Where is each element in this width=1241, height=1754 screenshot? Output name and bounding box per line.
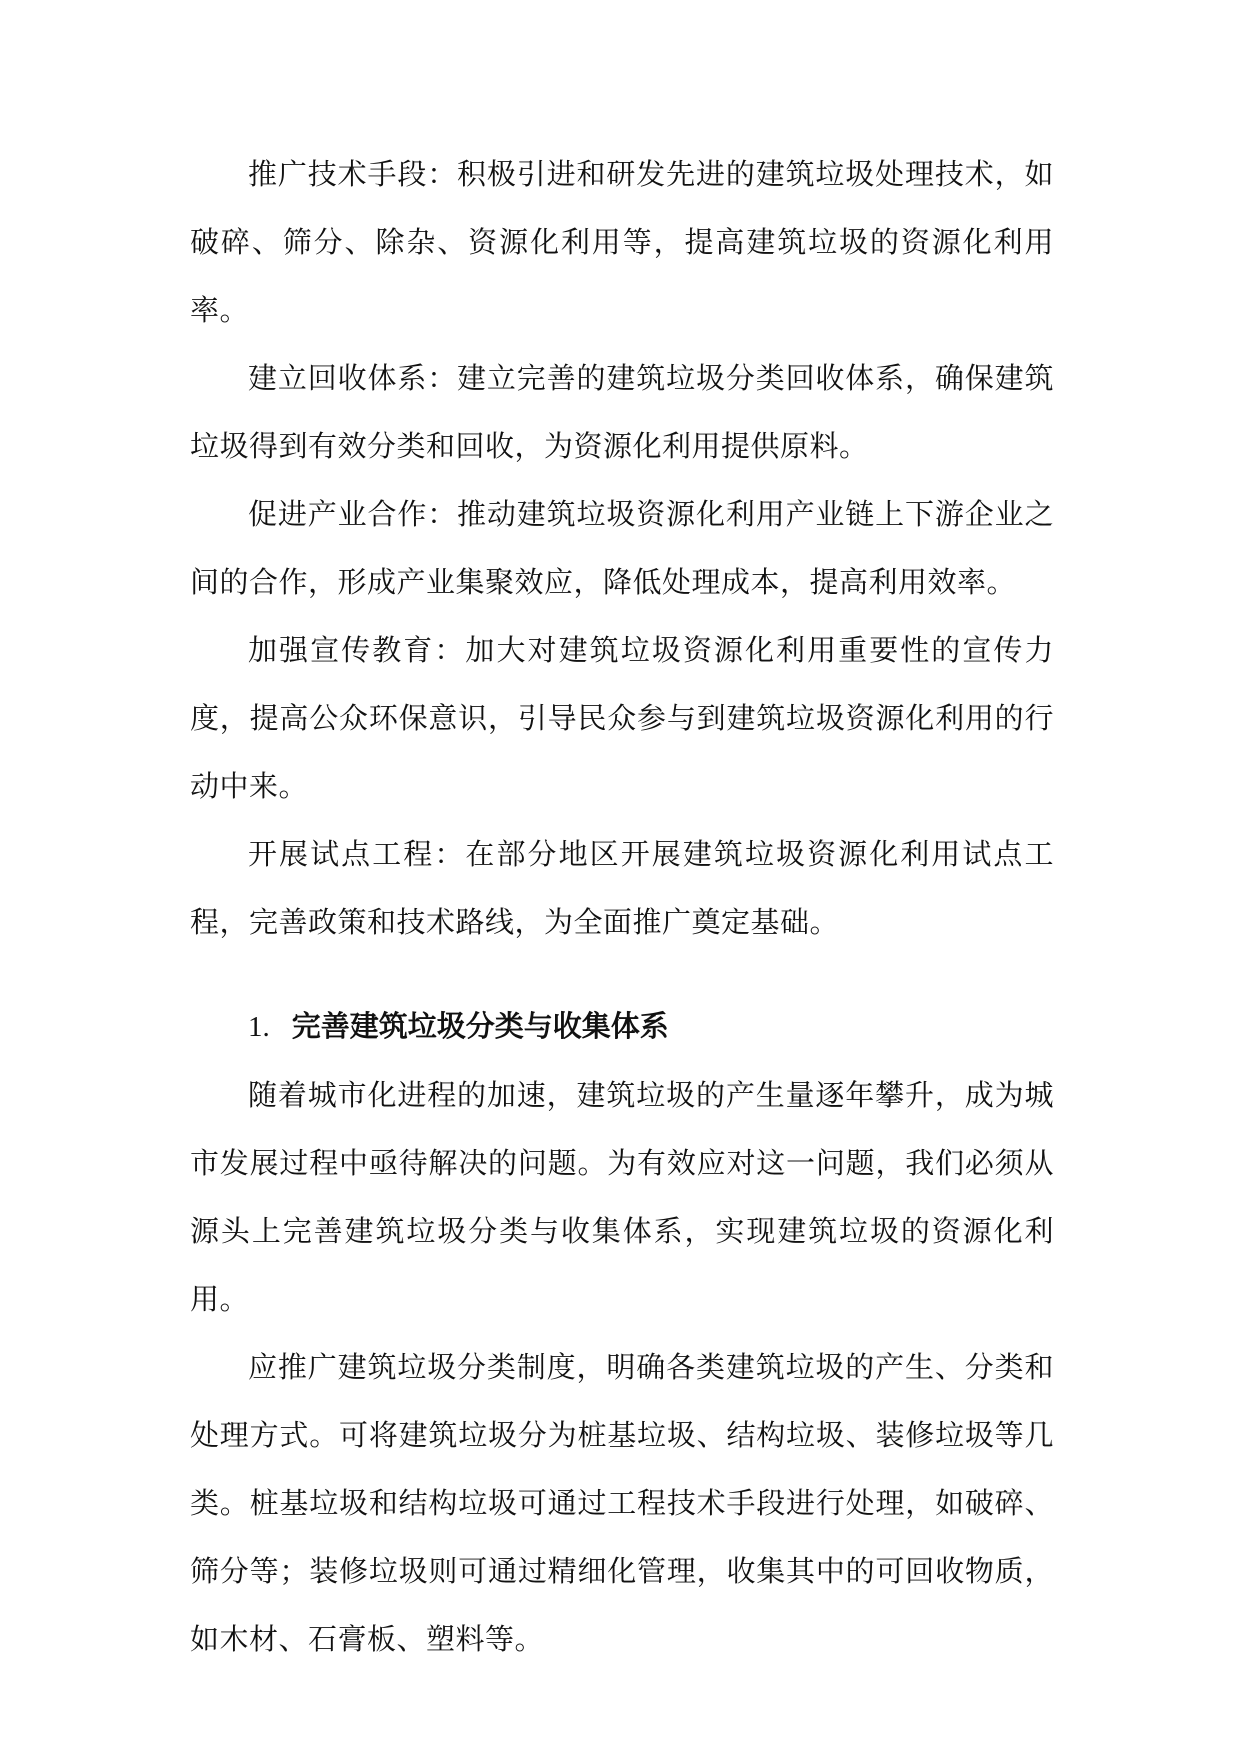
paragraph-publicity-education: 加强宣传教育：加大对建筑垃圾资源化利用重要性的宣传力度，提高公众环保意识，引导民众参与到建筑垃圾资源化利用的行动中来。	[190, 633, 1054, 803]
document-body	[190, 140, 1054, 1673]
section-heading	[190, 992, 1054, 1061]
paragraph-classification-system: 应推广建筑垃圾分类制度，明确各类建筑垃圾的产生、分类和处理方式。可将建筑垃圾分为桩基垃圾、结构垃圾、装修垃圾等几类。桩基垃圾和结构垃圾可通过工程技术手段进行处理，如破碎、筛分等；装修垃圾则可通过精细化管理，收集其中的可回收物质，如木材、石膏板、塑料等。	[190, 1350, 1054, 1656]
paragraph-pilot-projects: 开展试点工程：在部分地区开展建筑垃圾资源化利用试点工程，完善政策和技术路线，为全面推广奠定基础。	[190, 837, 1054, 939]
section-number: 1.	[248, 1011, 270, 1043]
paragraph-urbanization: 随着城市化进程的加速，建筑垃圾的产生量逐年攀升，成为城市发展过程中亟待解决的问题。为有效应对这一问题，我们必须从源头上完善建筑垃圾分类与收集体系，实现建筑垃圾的资源化利用。	[190, 1078, 1054, 1316]
section-title: 完善建筑垃圾分类与收集体系	[291, 1009, 669, 1043]
paragraph-recycling-system: 建立回收体系：建立完善的建筑垃圾分类回收体系，确保建筑垃圾得到有效分类和回收，为资源化利用提供原料。	[190, 361, 1054, 463]
paragraph-industry-cooperation: 促进产业合作：推动建筑垃圾资源化利用产业链上下游企业之间的合作，形成产业集聚效应，降低处理成本，提高利用效率。	[190, 497, 1054, 599]
paragraph-promote-technology: 推广技术手段：积极引进和研发先进的建筑垃圾处理技术，如破碎、筛分、除杂、资源化利用等，提高建筑垃圾的资源化利用率。	[190, 157, 1054, 327]
